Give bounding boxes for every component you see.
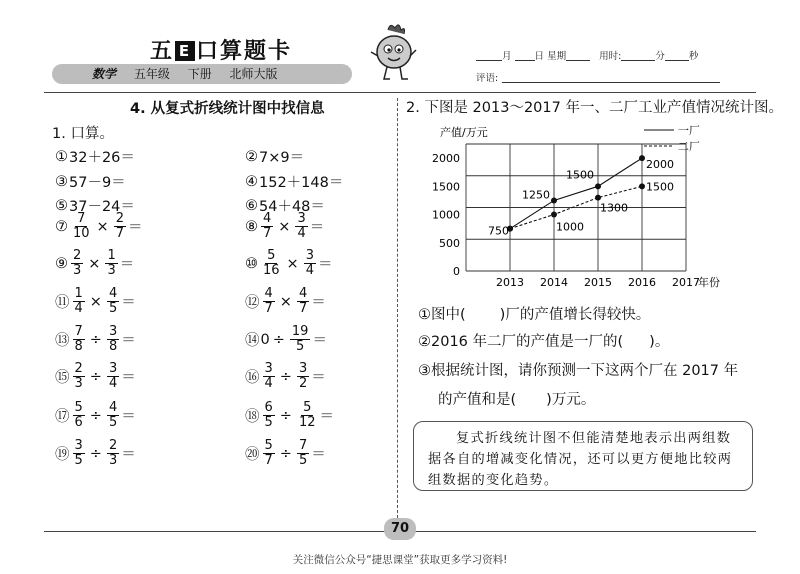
problem-index: ②	[245, 148, 258, 165]
problem-index: ⑬	[55, 333, 70, 349]
denominator: 3	[73, 263, 82, 278]
y-tick-label: 1000	[432, 208, 460, 222]
numerator: 3	[297, 211, 306, 226]
month-field[interactable]	[476, 52, 502, 61]
data-label: 2000	[646, 158, 674, 172]
problem-expression: 152＋148＝	[259, 175, 344, 191]
numerator: 3	[264, 361, 273, 376]
numerator: 4	[264, 286, 273, 301]
problem-item	[55, 146, 155, 167]
fraction	[263, 287, 275, 316]
fraction	[73, 325, 85, 354]
problem-item	[245, 362, 346, 391]
operator: ÷	[89, 368, 102, 385]
problem-expression: 32＋26＝	[69, 150, 135, 166]
numerator: 5	[267, 248, 276, 263]
equals-sign: ＝	[121, 370, 136, 386]
line-chart	[430, 120, 746, 292]
operator: ÷	[279, 445, 292, 462]
denominator: 8	[74, 339, 83, 354]
numerator: 1	[107, 248, 116, 263]
denominator: 3	[74, 376, 83, 391]
y-axis-label: 产值/万元	[440, 126, 488, 139]
operator: ÷	[279, 368, 292, 385]
equals-sign: ＝	[311, 295, 326, 311]
operator: ÷	[279, 407, 292, 424]
problem-item	[245, 287, 346, 316]
date-line: 月 日 星期 用时: 分 秒	[476, 48, 698, 62]
x-tick-label: 2016	[628, 276, 656, 289]
problem-item	[55, 362, 156, 391]
fraction	[263, 362, 275, 391]
data-point	[595, 183, 601, 189]
equals-sign: ＝	[317, 257, 333, 273]
problem-index: ⑫	[245, 295, 260, 311]
numerator: 3	[305, 248, 314, 263]
problem-item	[55, 401, 156, 430]
numerator: 3	[74, 438, 83, 453]
fraction	[261, 212, 273, 241]
problem-index: ⑦	[55, 218, 68, 235]
problem-index: ⑨	[55, 255, 68, 272]
problem-item	[245, 171, 363, 192]
numerator: 4	[298, 286, 308, 301]
problem-index: ⑩	[245, 255, 258, 272]
fraction	[263, 401, 275, 430]
numerator: 5	[303, 400, 312, 415]
problem-expression: 7×9＝	[259, 150, 305, 166]
brand-prefix: 五	[150, 39, 175, 64]
equals-sign: ＝	[119, 257, 135, 273]
x-tick-label: 2017	[672, 276, 700, 289]
data-point	[595, 195, 601, 201]
denominator: 4	[297, 226, 306, 241]
fraction	[290, 325, 311, 354]
equals-sign: ＝	[121, 295, 136, 311]
equals-sign: ＝	[311, 370, 326, 386]
fraction	[263, 439, 275, 468]
problem-item	[245, 212, 344, 241]
fraction	[304, 249, 316, 278]
x-axis-label: 年份	[698, 276, 720, 289]
problem-index: ⑧	[245, 218, 258, 235]
fraction	[73, 287, 85, 316]
weekday-field[interactable]	[566, 52, 590, 61]
denominator: 4	[264, 376, 273, 391]
denominator: 5	[264, 415, 273, 430]
problem-expression: 54＋48＝	[259, 199, 325, 215]
problem-index: ④	[245, 173, 258, 190]
denominator: 5	[298, 453, 308, 468]
legend-label: 一厂	[678, 124, 700, 137]
tip-box: 复式折线统计图不但能清楚地表示出两组数据各自的增减变化情况，还可以更方便地比较两组数据的变化趋势。	[413, 421, 753, 491]
equals-sign: ＝	[127, 220, 143, 236]
fraction	[297, 401, 318, 430]
problem-index: ⑰	[55, 409, 70, 425]
comment-field[interactable]	[502, 74, 720, 83]
edition-label: 北师大版	[229, 67, 278, 81]
operator: ×	[89, 293, 102, 310]
problem-item	[55, 171, 146, 192]
fraction	[73, 401, 85, 430]
operator: ÷	[89, 331, 102, 348]
question-2: ②2016 年二厂的产值是一厂的( )。	[418, 334, 670, 350]
problem-index: ⑯	[245, 370, 260, 386]
part1-label: 1. 口算。	[52, 126, 114, 142]
brand-suffix: 口算题卡	[196, 39, 293, 64]
equals-sign: ＝	[319, 409, 334, 425]
fraction	[105, 249, 117, 278]
denominator: 7	[115, 226, 124, 241]
y-tick-label: 500	[439, 236, 460, 250]
operator: ×	[88, 255, 101, 272]
y-tick-label: 2000	[432, 152, 460, 166]
subject-label: 数学	[92, 67, 117, 81]
day-field[interactable]	[515, 52, 535, 61]
y-tick-label: 1500	[432, 180, 460, 194]
numerator: 5	[264, 438, 273, 453]
column-divider	[397, 98, 398, 518]
denominator: 5	[74, 453, 83, 468]
problem-item	[55, 249, 154, 278]
section-title: 4. 从复式折线统计图中找信息	[130, 101, 325, 117]
subject-bar	[52, 64, 352, 84]
data-point	[639, 155, 645, 161]
denominator: 3	[108, 453, 118, 468]
x-tick-label: 2015	[584, 276, 612, 289]
problem-item	[55, 325, 156, 354]
operator: ×	[279, 293, 292, 310]
equals-sign: ＝	[121, 409, 136, 425]
grade-label: 五年级	[133, 67, 170, 81]
numerator: 3	[108, 324, 118, 339]
fraction	[114, 212, 126, 241]
denominator: 7	[264, 453, 273, 468]
numerator: 7	[298, 438, 308, 453]
denominator: 3	[107, 263, 116, 278]
fraction	[107, 439, 119, 468]
equals-sign: ＝	[121, 447, 136, 463]
footer-note: 关注微信公众号“捷思课堂”获取更多学习资料!	[292, 554, 508, 566]
problem-index: ①	[55, 148, 68, 165]
problem-item	[55, 287, 156, 316]
problem-index: ⑮	[55, 370, 70, 386]
problem-item	[245, 325, 347, 354]
numerator: 4	[108, 286, 118, 301]
comment-line: 评语:	[476, 70, 720, 84]
denominator: 7	[264, 301, 273, 316]
numerator: 7	[77, 211, 86, 226]
numerator: 2	[115, 211, 124, 226]
page-number: 70	[384, 518, 416, 540]
data-label: 1000	[556, 220, 584, 234]
y-tick-label: 0	[453, 265, 460, 278]
fraction	[71, 249, 83, 278]
question-3-cont: 的产值和是( )万元。	[438, 392, 596, 408]
data-label: 1500	[646, 180, 674, 194]
denominator: 5	[296, 339, 305, 354]
data-point	[551, 212, 557, 218]
equals-sign: ＝	[311, 447, 326, 463]
numerator: 2	[74, 361, 83, 376]
fraction	[107, 287, 119, 316]
problem-index: ⑲	[55, 447, 70, 463]
equals-sign: ＝	[121, 333, 136, 349]
numerator: 4	[263, 211, 272, 226]
data-point	[551, 197, 557, 203]
numerator: 4	[108, 400, 118, 415]
denominator: 7	[298, 301, 308, 316]
numerator: 1	[74, 286, 83, 301]
denominator: 7	[263, 226, 272, 241]
whole-number: 0	[260, 331, 270, 348]
fraction	[107, 362, 119, 391]
fraction	[297, 287, 309, 316]
problem-index: ⑭	[245, 333, 260, 349]
mascot-icon	[368, 22, 418, 84]
data-point	[639, 183, 645, 189]
problem-expression: 37－24＝	[69, 199, 135, 215]
data-label: 1300	[600, 201, 628, 215]
operator: ÷	[89, 445, 102, 462]
denominator: 10	[73, 226, 90, 241]
denominator: 12	[298, 415, 316, 430]
question-1: ①图中( )厂的产值增长得较快。	[418, 307, 651, 323]
fraction	[107, 325, 119, 354]
legend-label: 二厂	[678, 140, 700, 153]
denominator: 5	[108, 301, 118, 316]
operator: ÷	[89, 407, 102, 424]
numerator: 5	[74, 400, 83, 415]
problem-index: ⑱	[245, 409, 260, 425]
denominator: 5	[108, 415, 118, 430]
fraction	[261, 249, 282, 278]
operator: ×	[286, 255, 299, 272]
problem-item	[55, 439, 156, 468]
data-label: 1500	[566, 168, 594, 182]
operator: ÷	[272, 331, 285, 348]
numerator: 2	[73, 248, 82, 263]
denominator: 8	[108, 339, 118, 354]
numerator: 6	[264, 400, 273, 415]
question-3: ③根据统计图，请你预测一下这两个厂在 2017 年	[418, 363, 739, 379]
denominator: 6	[74, 415, 83, 430]
brand-letter: E	[175, 41, 195, 61]
fraction	[297, 362, 309, 391]
problem-index: ③	[55, 173, 68, 190]
denominator: 2	[298, 376, 308, 391]
fraction	[71, 212, 92, 241]
operator: ×	[278, 218, 291, 235]
fraction	[295, 212, 307, 241]
problem-index: ⑳	[245, 447, 260, 463]
seconds-field[interactable]	[665, 52, 689, 61]
numerator: 7	[74, 324, 83, 339]
fraction	[73, 362, 85, 391]
data-label: 1250	[522, 188, 550, 202]
problem-index: ⑪	[55, 295, 70, 311]
numerator: 3	[298, 361, 308, 376]
denominator: 4	[108, 376, 118, 391]
problem-item	[245, 249, 352, 278]
problem-item	[245, 401, 354, 430]
data-label: 750	[488, 224, 509, 238]
problem-expression: 57－9＝	[69, 175, 126, 191]
problem-item	[245, 439, 346, 468]
numerator: 19	[291, 324, 309, 339]
x-tick-label: 2013	[496, 276, 524, 289]
brand-title	[150, 34, 292, 65]
fraction	[297, 439, 309, 468]
problem-index: ⑤	[55, 197, 68, 214]
top-divider	[44, 92, 756, 93]
part2-label: 2. 下图是 2013～2017 年一、二厂工业产值情况统计图。	[406, 100, 783, 116]
numerator: 3	[108, 361, 118, 376]
fraction	[107, 401, 119, 430]
fraction	[73, 439, 85, 468]
denominator: 4	[305, 263, 314, 278]
denominator: 16	[263, 263, 280, 278]
denominator: 4	[74, 301, 83, 316]
equals-sign: ＝	[312, 333, 327, 349]
problem-index: ⑥	[245, 197, 258, 214]
problem-item	[55, 212, 162, 241]
x-tick-label: 2014	[540, 276, 568, 289]
minutes-field[interactable]	[621, 52, 655, 61]
operator: ×	[96, 218, 109, 235]
numerator: 2	[108, 438, 118, 453]
problem-item	[245, 146, 324, 167]
equals-sign: ＝	[309, 220, 325, 236]
volume-label: 下册	[187, 67, 212, 81]
